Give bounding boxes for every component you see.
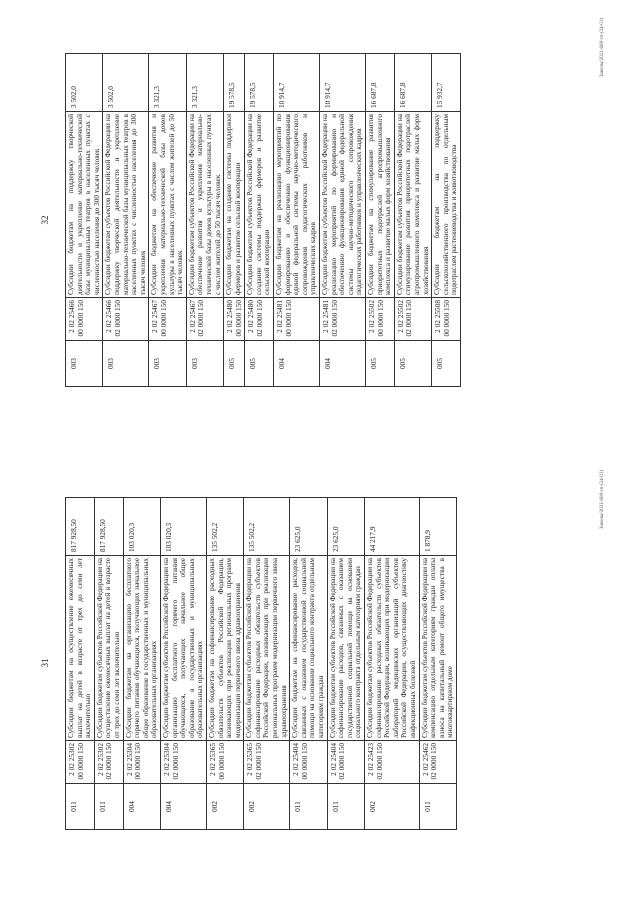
revenue-name-cell: Субсидии бюджетам на создание системы поддержки фермеров и развитие сельской кооперации (224, 112, 245, 298)
amount-cell: 3 502,0 (66, 54, 103, 112)
amount-cell: 135 502,2 (206, 498, 243, 556)
admin-code-cell: 003 (66, 341, 103, 387)
amount-cell: 817 928,50 (66, 498, 95, 556)
admin-code-cell: 005 (224, 341, 245, 387)
amount-cell: 103 020,3 (123, 498, 160, 556)
admin-code-cell: 003 (103, 341, 149, 387)
amount-cell: 1 878,9 (419, 498, 456, 556)
table-row (419, 498, 456, 830)
budget-code-cell: 2 02 25304 00 0000 150 (123, 741, 160, 784)
budget-code-cell: 2 02 25508 00 0000 150 (432, 298, 461, 341)
admin-code-cell: 003 (149, 341, 186, 387)
admin-code-cell: 005 (245, 341, 274, 387)
budget-code-cell: 2 02 25304 02 0000 150 (160, 741, 206, 784)
table-row (290, 498, 327, 830)
revenue-name-cell: Субсидии бюджетам субъектов Российской Федерации на поддержку творческой деятельности и укрепление материально-технической базы муниципальных театров в населенных пунктах с численностью населения до 300 тысяч человек (103, 112, 149, 298)
amount-cell: 16 687,8 (394, 54, 431, 112)
budget-code-cell: 2 02 25466 00 0000 150 (66, 298, 103, 341)
budget-code-cell: 2 02 25423 02 0000 150 (365, 741, 420, 784)
document-page-31 (0, 452, 639, 905)
revenue-name-cell: Субсидии бюджетам на реализацию мероприятий по формированию и обеспечению функционирования единой федеральной системы научно-методического сопровождения педагогических работников и управленческих кадров (274, 112, 320, 298)
document-footer-stamp: Законы/2021-608-гп-(24-01) (600, 470, 605, 530)
table-row (320, 54, 366, 387)
amount-cell: 10 914,7 (320, 54, 366, 112)
admin-code-cell: 005 (366, 341, 395, 387)
admin-code-cell: 004 (320, 341, 366, 387)
document-page-32 (0, 0, 639, 452)
admin-code-cell: 011 (290, 784, 327, 830)
admin-code-cell: 003 (186, 341, 223, 387)
budget-code-cell: 2 02 25404 00 0000 150 (290, 741, 327, 784)
revenue-name-cell: Субсидии бюджетам субъектов Российской Федерации на создание системы поддержки фермеров и развитие сельской кооперации (245, 112, 274, 298)
page-number: 31 (40, 658, 50, 668)
revenue-name-cell: Субсидии бюджетам субъектов Российской Федерации на стимулирование развития приоритетных подотраслей агропромышленного комплекса и развитие малых форм хозяйствования (394, 112, 431, 298)
amount-cell: 19 578,5 (224, 54, 245, 112)
table-row (245, 54, 274, 387)
revenue-name-cell: Субсидии бюджетам субъектов Российской Федерации на обеспечение развития и укрепления материально-технической базы домов культуры в населенных пунктах с числом жителей до 50 тысяч человек (186, 112, 223, 298)
amount-cell: 3 502,0 (103, 54, 149, 112)
table-row (123, 498, 160, 830)
table-row (206, 498, 243, 830)
table-row (66, 498, 95, 830)
amount-cell: 15 932,7 (432, 54, 461, 112)
amount-cell: 16 687,8 (366, 54, 395, 112)
table-row (66, 54, 103, 387)
table-row (244, 498, 290, 830)
budget-code-cell: 2 02 25302 02 0000 150 (94, 741, 123, 784)
admin-code-cell: 004 (123, 784, 160, 830)
revenue-name-cell: Субсидии бюджетам на стимулирование развития приоритетных подотраслей агропромышленного комплекса и развитие малых форм хозяйствования (366, 112, 395, 298)
revenue-name-cell: Субсидии бюджетам субъектов Российской Федерации на осуществление ежемесячных выплат на детей в возрасте от трех до семи лет включительно (94, 556, 123, 741)
admin-code-cell: 004 (160, 784, 206, 830)
amount-cell: 817 928,50 (94, 498, 123, 556)
admin-code-cell: 005 (394, 341, 431, 387)
admin-code-cell: 005 (432, 341, 461, 387)
revenue-name-cell: Субсидии бюджетам на организацию бесплатного горячего питания обучающихся, получающих начальное общее образование в государственных и муниципальных образовательных организациях (123, 556, 160, 741)
budget-code-cell: 2 02 25481 00 0000 150 (274, 298, 320, 341)
revenue-name-cell: Субсидии бюджетам субъектов Российской Федерации на софинансирование расходов, связанных с оказанием государственной социальной помощи на основании социального контракта отдельным категориям граждан (327, 556, 364, 741)
revenue-name-cell: Субсидии бюджетам на поддержку сельскохозяйственного производства по отдельным подотраслям растениеводства и животноводства (432, 112, 461, 298)
page-number: 32 (40, 215, 50, 225)
revenue-name-cell: Субсидии бюджетам субъектов Российской Федерации на реализацию мероприятий по формированию и обеспечению функционирования единой федеральной системы научно-методического сопровождения педагогических работников и управленческих кадров (320, 112, 366, 298)
budget-code-cell: 2 02 25365 02 0000 150 (244, 741, 290, 784)
amount-cell: 23 625,0 (327, 498, 364, 556)
table-row (186, 54, 223, 387)
admin-code-cell: 004 (274, 341, 320, 387)
table-row (366, 54, 395, 387)
table-row (394, 54, 431, 387)
amount-cell: 10 914,7 (274, 54, 320, 112)
budget-code-cell: 2 02 25404 02 0000 150 (327, 741, 364, 784)
budget-code-cell: 2 02 25302 00 0000 150 (66, 741, 95, 784)
admin-code-cell: 002 (365, 784, 420, 830)
table-row (274, 54, 320, 387)
admin-code-cell: 011 (327, 784, 364, 830)
budget-code-cell: 2 02 25481 02 0000 150 (320, 298, 366, 341)
table-row (94, 498, 123, 830)
subsidies-table (65, 497, 457, 830)
revenue-name-cell: Субсидии бюджетам на осуществление ежемесячных выплат на детей в возрасте от трех до семи лет включительно (66, 556, 95, 741)
revenue-name-cell: Субсидии бюджетам субъектов Российской Федерации на компенсацию отдельным категориям граждан оплаты взноса на капитальный ремонт общего имущества в многоквартирном доме (419, 556, 456, 741)
budget-code-cell: 2 02 25502 02 0000 150 (394, 298, 431, 341)
admin-code-cell: 011 (66, 784, 95, 830)
amount-cell: 23 625,0 (290, 498, 327, 556)
budget-code-cell: 2 02 25466 02 0000 150 (103, 298, 149, 341)
budget-code-cell: 2 02 25502 00 0000 150 (366, 298, 395, 341)
budget-code-cell: 2 02 25365 00 0000 150 (206, 741, 243, 784)
budget-code-cell: 2 02 25480 00 0000 150 (224, 298, 245, 341)
table-row (432, 54, 461, 387)
revenue-name-cell: Субсидии бюджетам на поддержку творческой деятельности и укрепление материально-технической базы муниципальных театров в населенных пунктах с численностью населения до 300 тысяч человек (66, 112, 103, 298)
table-row (224, 54, 245, 387)
table-row (327, 498, 364, 830)
revenue-name-cell: Субсидии бюджетам на софинансирование расходов, связанных с оказанием государственной социальной помощи на основании социального контракта отдельным категориям граждан (290, 556, 327, 741)
amount-cell: 19 578,5 (245, 54, 274, 112)
admin-code-cell: 002 (244, 784, 290, 830)
document-footer-stamp: Законы/2021-608-гп-(24-01) (600, 18, 605, 78)
table-row (160, 498, 206, 830)
amount-cell: 3 321,3 (149, 54, 186, 112)
admin-code-cell: 011 (419, 784, 456, 830)
amount-cell: 44 217,9 (365, 498, 420, 556)
subsidies-table (65, 53, 461, 387)
revenue-name-cell: Субсидии бюджетам на обеспечение развития и укрепления материально-технической базы домов культуры в населенных пунктах с числом жителей до 50 тысяч человек (149, 112, 186, 298)
amount-cell: 135 502,2 (244, 498, 290, 556)
budget-code-cell: 2 02 25480 02 0000 150 (245, 298, 274, 341)
admin-code-cell: 011 (94, 784, 123, 830)
table-row (103, 54, 149, 387)
budget-code-cell: 2 02 25467 02 0000 150 (186, 298, 223, 341)
revenue-name-cell: Субсидии бюджетам на софинансирование расходных обязательств субъектов Российской Федерации, возникающих при реализации региональных программ модернизации первичного звена здравоохранения (206, 556, 243, 741)
budget-code-cell: 2 02 25467 00 0000 150 (149, 298, 186, 341)
table-row (149, 54, 186, 387)
amount-cell: 103 020,3 (160, 498, 206, 556)
admin-code-cell: 002 (206, 784, 243, 830)
revenue-name-cell: Субсидии бюджетам субъектов Российской Федерации на софинансирование расходных обязательств субъектов Российской Федерации, возникающих при реализации региональных программ модернизации первичного звена здравоохранения (244, 556, 290, 741)
table-row (365, 498, 420, 830)
budget-code-cell: 2 02 25462 02 0000 150 (419, 741, 456, 784)
revenue-name-cell: Субсидии бюджетам субъектов Российской Федерации на организацию бесплатного горячего питания обучающихся, получающих начальное общее образование в государственных и муниципальных образовательных организациях (160, 556, 206, 741)
amount-cell: 3 321,3 (186, 54, 223, 112)
revenue-name-cell: Субсидии бюджетам субъектов Российской Федерации на софинансирование расходных обязательств субъектов Российской Федерации, возникающих при модернизации лабораторий медицинских организаций субъектов Российской Федерации, осуществляющих диагностику инфекционных болезней (365, 556, 420, 741)
